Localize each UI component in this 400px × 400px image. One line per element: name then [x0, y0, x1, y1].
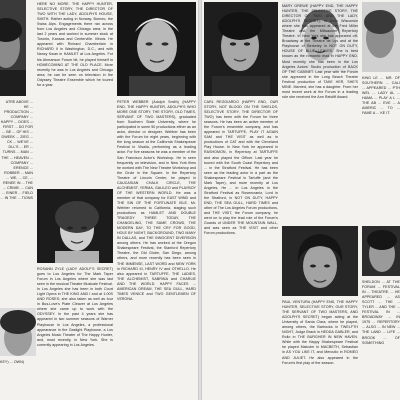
portrait-photo-top-right	[362, 2, 400, 72]
left-page	[0, 0, 198, 400]
portrait-photo-peter-webber	[117, 2, 196, 96]
right-page	[202, 0, 400, 400]
portrait-photo-bottom-left	[0, 308, 36, 356]
bio-text-col-e-bottom: PAUL VENTURA (HAPPY END, THE HAPPY HUNTER, SELECTIVE STORY, OUR STORY, THE SERVANT OF TWO MASTERS, AND ADOLPH'S SECRET) began acting at the University of Santa Clara, where he played, among others, the Barhocks in TWELFTH NIGHT, Judge Brack in HEDDA GABLER, and Rollo in THE BURGHER IN NEW HAVEN. While with the Happy Shakespeare Festival he played Malcolm in MACBETH, Sebastian in AS YOU LIKE IT, and Mercutio in ROMEO AND JULIET. He also appeared in the Forum's first play of the season.	[282, 300, 358, 365]
portrait-photo-paul-ventura	[282, 226, 358, 296]
bio-text-col-a-bottom: KEY) ... OWN)	[0, 360, 25, 364]
portrait-photo-bottom-right	[362, 226, 400, 276]
bio-text-col-e-top: MARY GREWE (HAPPY END, THE HAPPY HUNTER, THE SELECTIVE STORY, THE DIRECTOR OF TWO, AND THE LADY, ADOLPH'S SECRET), is from Wisconsin where she has appeared at the Fred Miller Theatre and the Milwaukee Repertory Theatre. In New York she has appeared off-Broadway at the Theatre de Lys and at the Playhouse of Berkeley in NOT ON DUTY, HOUSE OF BLUE LEAVES. She is best known as the romantic lead in HAPPY END. Most recently she has been in the Los Angeles Actors' Studio production of BACK OF THE CABINET. Last year with the Forum she appeared in the Long Beach Theatre Festival production of TAKE HER, SHE'S MINE. Married, she has a daughter. From her most recent work at the Forum in a leading role she received the Ann Ratcliff Award.	[282, 4, 358, 99]
bio-text-col-b-top: HERE NO MORE. THE HAPPY HUNTER, SELECTIVE STORY, THE DIRECTOR OF TWO WITH THE LADY, ADOLPH'S HOUSE, SMITH. Rather acting in Norway. Borneo, the Swiss Alps. Engagements there ran across from Los Angeles and Chicago area; in the last 2 years and worked in summer stock at Toronto, Kansas and Centerville. Illinois. He appeared with Richard Chamberlain in RICHARD II in Washington, D.C., and with Nancy Kwan in HAMLET at Los Angeles. For his Ahmanson Forum bit, he played himself in HOMECOMING AT THE OLD PLACE. More recently he was in Los Angeles and Chicago area; he can be seen on television in the Odyssey Theatre Ensemble which he toured for a year.	[37, 2, 113, 87]
bio-text-col-f-bottom: SHELDON ... AT THE FORUM ... FESTIVAL IN ... THEATRE. ... HE APPEARED ... AS SCOTT ... THE ... TYLER ... AND THE ... FESTIVAL IN ... BROADWAY ... IN 1975 ... REPERTORY ... ALSO ... IN NEW ... THE LAND ... LIFE ... BROOK ... OF SOMETHING	[362, 280, 400, 345]
portrait-photo-top-left	[0, 0, 26, 96]
bio-text-col-d: CARL REGGIARDO (HAPPY END, OUR STORY, NOT BLOOD ON THE SHIELDS, SELECTIVE STORY, THE DIRECTOR OF TWO) has been with the Forum for three seasons. He has been an active member of the Forum's ensemble company, and has appeared in TARTUFFE, PLAY IT AGAIN SAM and THE VISIT as well as in productions of CAT and with the Cleveland Play House. In New York he appeared in RASHOMON, in Repertory at TARTUFFE and also played the Officer. Last year he toured with the South Coast Repertory and ... in the Stratford Festival. He has been seen as the leading actor in a part as the Shakespeare Festival in Tartuffe (and the Mark Taper), and more recently at Los Angeles, He ... in Los Angeles in the Stratford Festival as Rosencrantz, Lord in the Stratford, in NOT ON DUTY, HAPPY END, THE SEA GULL, HARD TIMES and other of The Los Angeles Forum productions, and THE VISIT, the Forum company; he went on to play the lead role of the Forum's Guards of UNDER THE MOUNTAIN WALL, and was seen as THE VISIT and other Forum productions.	[204, 100, 278, 236]
bio-text-col-f-top: KING LE ... MR. OF SOUTHERN ... CALI ... APPEARED ... PTH WEL ... LADY AL ... HAMA ... PLAY A L ... THE AB ... EVE ... A AMERIC ... TO ... FAME A ... KE IT.	[362, 76, 400, 116]
portrait-photo-carl-reggiardo	[204, 2, 278, 96]
bio-text-col-c: PETER WEBBER (Adolph Smith) (HAPPY END, THE HAPPY HUNTER, ADOLPH'S WHO MORE ONE STORY, THE STORY, OLD TIMES, SERVANT OF TWO MASTERS), graduated from Southern State University, where he participated in some 50 productions either as an actor, director or designer. Webber has been with the Forum for eight years, beginning with the long season at the California Shakespeare Festival in Visalia, performing as a leading actor. For five seasons he was a member of the San Francisco Actor's Workshop. He is seen frequently on television, and in New York films he worked with The New Theatre Workshop and the Circle in the Square. In the Repertory Theatre of Lincoln Center, he played in CAUCASIAN CHALK CIRCLE, THE ALCHEMIST, YERMA, GALILEO and PLAYBOY OF THE WESTERN WORLD. He was a member of that company for EAST WIND and THE SIN OF THE FORTUNATE ISLE. Mr. Webber returned to California, staging such productions as HAMLET AND DOUBLE TRAGEDY THREE TODAY, THE CHANGELING, THE SAME CROWD, THE MODERN DAY, TO THE CRY FOR GOOD, HOLE BY NIGHT, BACKGROUND, TWO MANY IN DALLAS, and THE INNOCENT DIVERSION among others. He has worked at the Oregon Shakespeare Festival, the Stanford Repertory Theatre, the Old Globe, San Diego, among others, and more recently has been seen in THE IMMENSE, LAST WORD and NEW YORK in RICHARD III, HENRY IV and OTHELLO. He also appeared in TARTUFFE, THE LADIES, THE ALCHEMIST, SABRINA and CHARLIE AND THE WORLD. HAPPY FACES ... AMERICAN DREAM, THE SEA GULL, HARD TIMES VENICE and TWO GENTLEMEN OF VERONA.	[117, 100, 196, 301]
bio-text-col-a-top: ATRE ABOVE ... HE ... PRODUCTION ... COMPANY ... HAPPY ... DOES ... FIRST ... DO FOR ... BE ... OF HIS ... DWEEK ... ZIEG ... CK ... WE'VE ... DLL'S ... ER ... TURNS ... MAN ... THE ... HEAVEN ... COMPANY ... ERENCE ... ROBBER ... MAN ... WE, ... CE, ... RENEE IN ... THE ... CRIME. ... CAN ... EINER ... FIELD ... IN THE ... TIONS	[0, 100, 33, 200]
bio-text-col-b-bottom: ROSANN ZYLE (LADY ADOLF'S SECRET) goes to Los Angeles for The Mark Taper Forum in Los Angeles where she was last seen in the musical Theatre Musicale Festival. In Los Angeles she has been in both Court Light Opera in THE KING AND I and at 1:00S AND ROSES; she also taken as well as four in Bus-Love's Plate Cleaver at Los Angeles where she came up to work with the ODYSSEY. In the past 4 years she has appeared in two summer seasons of Warner Playhouse in Los Angeles, a professional appearance in the Gaslight Playhouse, a Los Angeles Music Theater of The Happy Hunter, and, most recently, in New York. She is currently appearing in Los Angeles.	[37, 267, 113, 347]
portrait-photo-rosann-zyle	[37, 189, 113, 263]
